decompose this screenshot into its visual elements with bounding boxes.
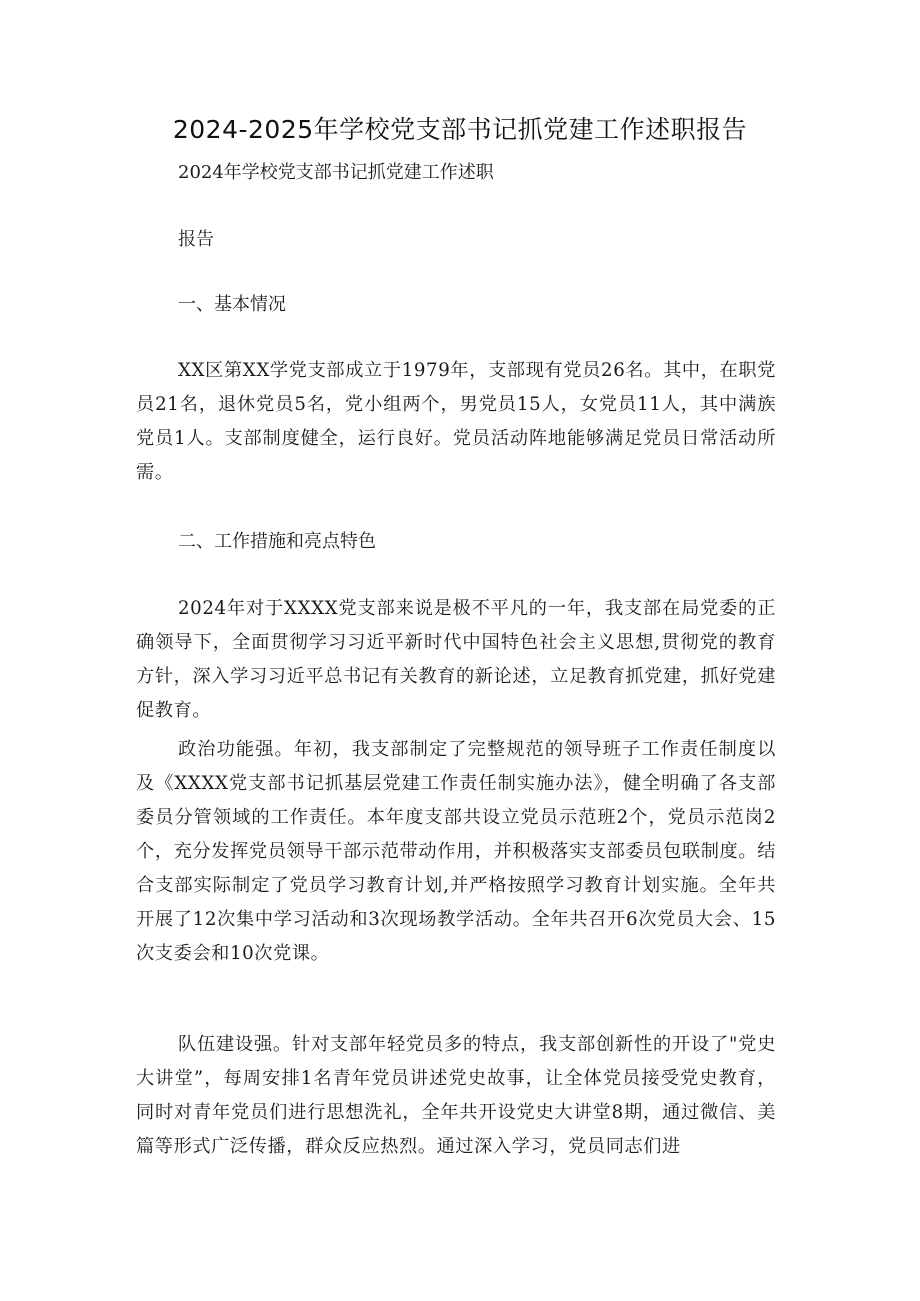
- section-2-heading: 二、工作措施和亮点特色: [178, 531, 376, 552]
- document-subtitle: 2024年学校党支部书记抓党建工作述职: [178, 162, 494, 183]
- document-subtitle-continued: 报告: [178, 229, 214, 250]
- section-2-paragraph-1: 2024年对于XXXX党支部来说是极不平凡的一年，我支部在局党委的正确领导下，全面贯彻学习习近平新时代中国特色社会主义思想,贯彻党的教育方针，深入学习习近平总书记有关教育的新论述，立足教育抓党建，抓好党建促教育。: [136, 598, 776, 721]
- section-2-paragraph-3: 队伍建设强。针对支部年轻党员多的特点，我支部创新性的开设了"党史大讲堂”，每周安排1名青年党员讲述党史故事，让全体党员接受党史教育，同时对青年党员们进行思想洗礼，全年共开设党史大讲堂8期，通过微信、美篇等形式广泛传播，群众反应热烈。通过深入学习，党员同志们进: [136, 1034, 776, 1157]
- section-1-heading: 一、基本情况: [178, 294, 286, 315]
- section-1-paragraph: XX区第XX学党支部成立于1979年，支部现有党员26名。其中，在职党员21名，退休党员5名，党小组两个，男党员15人，女党员11人，其中满族党员1人。支部制度健全，运行良好。党员活动阵地能够满足党员日常活动所需。: [136, 360, 776, 483]
- section-2-paragraph-2: 政治功能强。年初，我支部制定了完整规范的领导班子工作责任制度以及《XXXX党支部书记抓基层党建工作责任制实施办法》，健全明确了各支部委员分管领域的工作责任。本年度支部共设立党员示范班2个，党员示范岗2个，充分发挥党员领导干部示范带动作用，并积极落实支部委员包联制度。结合支部实际制定了党员学习教育计划,并严格按照学习教育计划实施。全年共开展了12次集中学习活动和3次现场教学活动。全年共召开6次党员大会、15次支委会和10次党课。: [136, 739, 776, 964]
- document-title: 2024-2025年学校党支部书记抓党建工作述职报告: [172, 115, 748, 144]
